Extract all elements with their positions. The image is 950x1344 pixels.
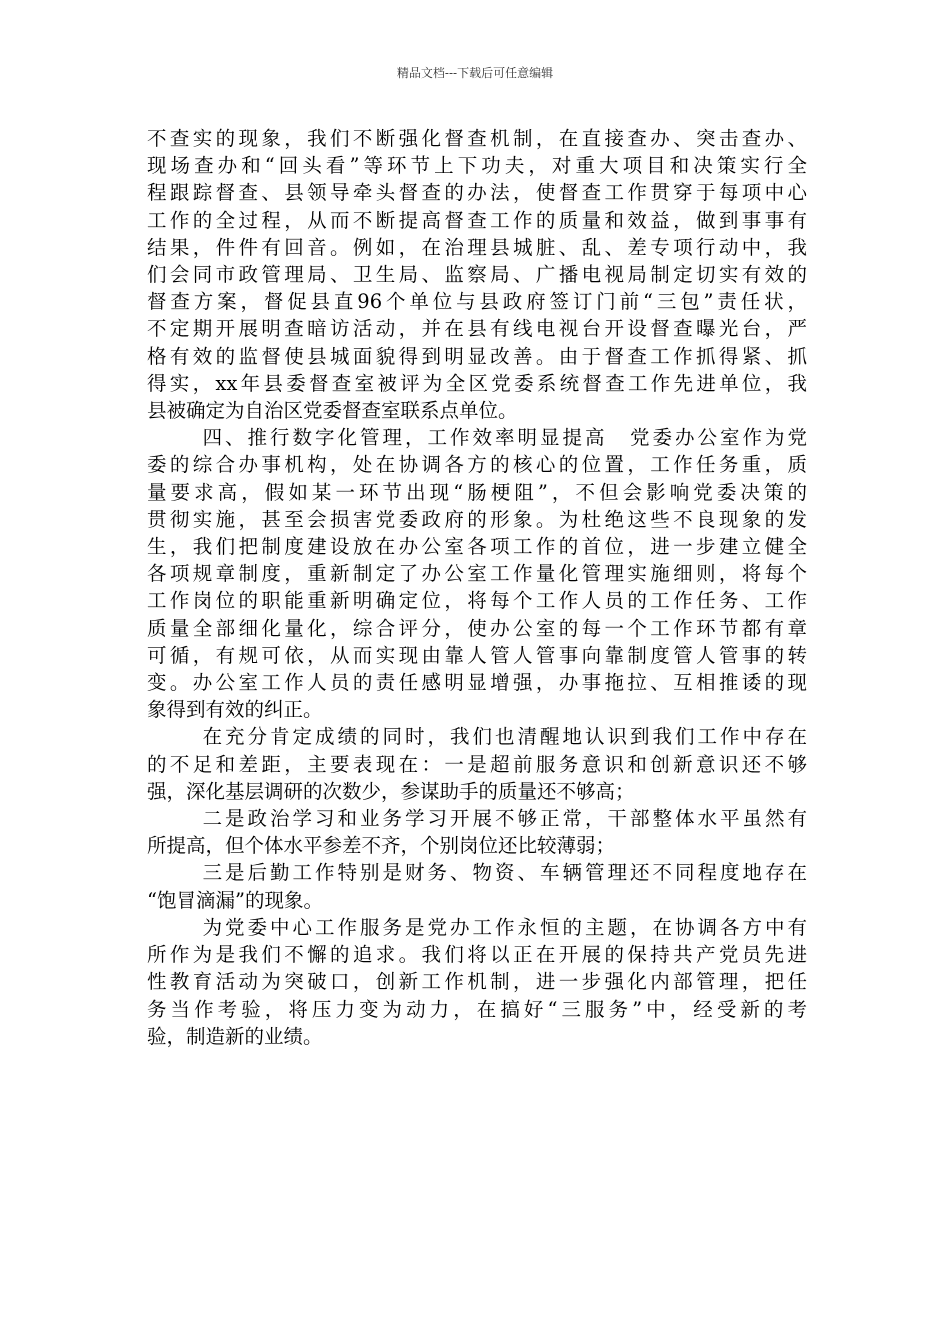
paragraph-shortcomings [147, 723, 807, 805]
text-line: 强，深化基层调研的次数少，参谋助手的质量还不够高； [147, 779, 635, 803]
paragraph-point-three [147, 859, 807, 913]
text-line: 贯彻实施，甚至会损害党委政府的形象。为杜绝这些不良现象的发 [147, 507, 807, 531]
document-body [147, 125, 807, 1050]
text-line: 工作岗位的职能重新明确定位，将每个工作人员的工作任务、工作 [147, 589, 807, 613]
text-line-indented: 四、推行数字化管理，工作效率明显提高 党委办公室作为党 [202, 426, 807, 450]
text-line: 可循，有规可依，从而实现由靠人管人管事向靠制度管人管事的转 [147, 643, 807, 667]
text-line-indented: 为党委中心工作服务是党办工作永恒的主题，在协调各方中有 [202, 915, 807, 939]
text-line-indented: 三是后勤工作特别是财务、物资、车辆管理还不同程度地存在 [202, 861, 807, 885]
text-line: 验，制造新的业绩。 [147, 1024, 323, 1048]
text-line: 得实，xx年县委督查室被评为全区党委系统督查工作先进单位，我 [147, 371, 807, 395]
text-line: 变。办公室工作人员的责任感明显增强，办事拖拉、互相推诿的现 [147, 671, 807, 695]
paragraph-continuation [147, 125, 807, 424]
text-line: 现场查办和“回头看”等环节上下功夫，对重大项目和决策实行全 [147, 154, 807, 178]
text-line: 结果，件件有回音。例如，在治理县城脏、乱、差专项行动中，我 [147, 235, 807, 259]
text-line: 不定期开展明查暗访活动，并在县有线电视台开设督查曝光台，严 [147, 317, 807, 341]
text-line: 不查实的现象，我们不断强化督查机制，在直接查办、突击查办、 [147, 127, 807, 150]
text-line-indented: 二是政治学习和业务学习开展不够正常，干部整体水平虽然有 [202, 807, 807, 831]
text-line: 委的综合办事机构，处在协调各方的核心的位置，工作任务重，质 [147, 453, 807, 477]
text-line: 性教育活动为突破口，创新工作机制，进一步强化内部管理，把任 [147, 970, 807, 994]
text-line: 务当作考验，将压力变为动力，在搞好“三服务”中，经受新的考 [147, 997, 807, 1021]
text-line: 生，我们把制度建设放在办公室各项工作的首位，进一步建立健全 [147, 535, 807, 559]
page-header: 精品文档---下载后可任意编辑 [396, 66, 554, 80]
paragraph-section-four [147, 424, 807, 723]
text-line: 的不足和差距，主要表现在：一是超前服务意识和创新意识还不够 [147, 752, 807, 776]
text-line: “饱冒滴漏”的现象。 [147, 888, 323, 912]
text-line: 程跟踪督查、县领导牵头督查的办法，使督查工作贯穿于每项中心 [147, 181, 807, 205]
text-line: 质量全部细化量化，综合评分，使办公室的每一个工作环节都有章 [147, 616, 807, 640]
text-line: 们会同市政管理局、卫生局、监察局、广播电视局制定切实有效的 [147, 263, 807, 287]
text-line: 县被确定为自治区党委督查室联系点单位。 [147, 399, 518, 423]
text-line: 格有效的监督使县城面貌得到明显改善。由于督查工作抓得紧、抓 [147, 344, 807, 368]
text-line: 所作为是我们不懈的追求。我们将以正在开展的保持共产党员先进 [147, 943, 807, 967]
paragraph-conclusion [147, 914, 807, 1050]
text-line: 工作的全过程，从而不断提高督查工作的质量和效益，做到事事有 [147, 208, 807, 232]
paragraph-point-two [147, 805, 807, 859]
text-line: 量要求高，假如某一环节出现“肠梗阻”，不但会影响党委决策的 [147, 480, 807, 504]
text-line: 象得到有效的纠正。 [147, 698, 323, 722]
text-line: 各项规章制度，重新制定了办公室工作量化管理实施细则，将每个 [147, 562, 807, 586]
text-line-indented: 在充分肯定成绩的同时，我们也清醒地认识到我们工作中存在 [202, 725, 807, 749]
text-line: 所提高，但个体水平参差不齐，个别岗位还比较薄弱； [147, 834, 616, 858]
text-line: 督查方案，督促县直96个单位与县政府签订门前“三包”责任状， [147, 290, 807, 314]
